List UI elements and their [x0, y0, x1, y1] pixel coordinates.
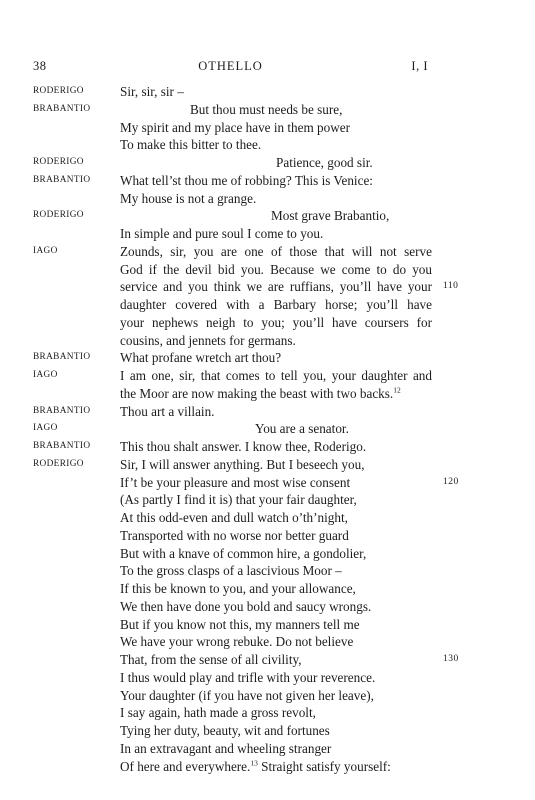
line-text	[120, 154, 373, 172]
speaker-name: BRABANTIO	[33, 405, 91, 416]
verse-line	[33, 527, 433, 545]
verse-line	[33, 562, 433, 580]
line-text	[120, 562, 342, 580]
verse-line	[33, 296, 433, 314]
verse-line	[33, 172, 433, 190]
line-text-content: your nephews neigh to you; you’ll have coursers for	[120, 314, 432, 330]
line-text-content: Of here and everywhere.	[120, 758, 251, 774]
verse-line	[33, 278, 459, 296]
line-text	[120, 420, 349, 438]
speaker-name: IAGO	[33, 423, 58, 434]
line-text	[120, 740, 331, 758]
verse-line	[33, 314, 433, 332]
line-text-content: To the gross clasps of a lascivious Moor –	[120, 563, 342, 579]
speaker-name: IAGO	[33, 370, 58, 380]
verse-line	[33, 403, 433, 421]
verse-line	[33, 119, 433, 137]
speaker-name: BRABANTIO	[33, 103, 91, 114]
speaker-name: IAGO	[33, 245, 58, 256]
speaker-name: BRABANTIO	[33, 441, 91, 451]
line-text	[120, 296, 432, 314]
verse-line	[33, 332, 433, 350]
verse-line	[33, 438, 433, 456]
line-text-content: Transported with no worse nor better guard	[120, 527, 349, 543]
speaker-name: RODERIGO	[33, 458, 84, 469]
line-text-content: But with a knave of common hire, a gondolier,	[120, 545, 367, 561]
line-text	[120, 669, 375, 687]
line-text	[120, 367, 432, 385]
line-text	[120, 598, 371, 616]
line-text-content: That, from the sense of all civility,	[120, 652, 302, 667]
verse-line	[33, 261, 433, 279]
line-number: 130	[443, 654, 459, 664]
line-text	[120, 190, 256, 208]
verse-line	[33, 669, 433, 687]
line-text	[120, 651, 302, 669]
verse-line	[33, 385, 433, 403]
line-text	[120, 101, 342, 119]
line-text	[120, 83, 184, 101]
line-text-content: Most grave Brabantio,	[271, 208, 390, 224]
act-scene-reference: I, I	[411, 59, 428, 73]
running-title: OTHELLO	[198, 59, 263, 73]
footnote-marker[interactable]: 13	[250, 758, 258, 768]
verse-line	[33, 491, 433, 509]
verse-line	[33, 545, 433, 563]
verse-line	[33, 154, 433, 172]
line-text-content: We then have done you bold and saucy wrongs.	[120, 598, 372, 614]
speaker-name: RODERIGO	[33, 86, 84, 96]
line-text	[120, 580, 356, 598]
line-text-content: Sir, I will answer anything. But I beseech you,	[120, 456, 365, 472]
line-text-content: Your daughter (if you have not given her leave),	[120, 687, 374, 703]
line-text-content: Tying her duty, beauty, wit and fortunes	[120, 723, 330, 738]
verse-line	[33, 633, 433, 651]
line-text-content: What profane wretch art thou?	[120, 350, 282, 366]
line-text-content: This thou shalt answer. I know thee, Roderigo.	[120, 439, 367, 454]
line-text	[120, 687, 374, 705]
verse-line	[33, 367, 433, 385]
line-text	[120, 403, 214, 421]
line-text	[120, 119, 350, 137]
line-text-content: God if the devil bid you. Because we come to do you	[120, 261, 432, 277]
line-text	[120, 278, 432, 296]
verse-line	[33, 509, 433, 527]
line-text	[120, 509, 348, 527]
line-text-content: Patience, good sir.	[276, 155, 373, 170]
line-text-content: In an extravagant and wheeling stranger	[120, 740, 332, 756]
speaker-name: RODERIGO	[33, 210, 84, 221]
verse-line	[33, 651, 459, 669]
line-text	[120, 349, 281, 367]
verse-line	[33, 243, 433, 261]
line-text-content: What tell’st thou me of robbing? This is Venice:	[120, 172, 373, 188]
verse-line	[33, 722, 433, 740]
line-text	[120, 491, 357, 509]
verse-line	[33, 136, 433, 154]
line-text-content: My house is not a grange.	[120, 190, 257, 206]
line-text-content: (As partly I find it is) that your fair daughter,	[120, 492, 357, 508]
verse-line	[33, 101, 433, 119]
line-text-content: I thus would play and trifle with your reverence.	[120, 669, 376, 685]
line-text-content: To make this bitter to thee.	[120, 137, 262, 153]
line-text-content: I am one, sir, that comes to tell you, your daughter and	[120, 368, 432, 383]
speaker-name: RODERIGO	[33, 157, 84, 167]
line-text	[120, 722, 330, 740]
line-text	[120, 332, 296, 350]
verse-line	[33, 349, 433, 367]
speaker-name: BRABANTIO	[33, 352, 91, 363]
line-text	[120, 616, 360, 634]
line-text-content: You are a senator.	[255, 421, 349, 437]
verse-line	[33, 704, 433, 722]
line-text	[120, 314, 432, 332]
line-text	[120, 261, 432, 279]
verse-line	[33, 83, 433, 101]
line-text-content: My spirit and my place have in them power	[120, 119, 350, 135]
line-text	[120, 136, 261, 154]
line-text-content: daughter covered with a Barbary horse; you’ll have	[120, 297, 432, 312]
line-text-content: cousins, and jennets for germans.	[120, 332, 296, 348]
verse-line	[33, 580, 433, 598]
line-text	[120, 545, 366, 563]
line-text	[120, 243, 432, 261]
line-text-content: Sir, sir, sir –	[120, 84, 184, 99]
verse-line	[33, 225, 433, 243]
line-text	[120, 456, 365, 474]
line-text	[120, 172, 373, 190]
line-text	[120, 474, 350, 492]
running-header	[33, 59, 428, 75]
verse-line	[33, 598, 433, 616]
line-text	[120, 225, 323, 243]
line-text	[120, 633, 353, 651]
verse-line	[33, 207, 433, 225]
line-text-continuation: Straight satisfy yourself:	[257, 758, 391, 774]
line-text-content: the Moor are now making the beast with two backs.	[120, 385, 394, 401]
line-text-content: service and you think we are ruffians, you’ll have your	[120, 279, 432, 295]
page-number: 38	[33, 59, 47, 73]
line-text	[120, 758, 391, 776]
line-text	[120, 207, 389, 225]
line-text-content: Zounds, sir, you are one of those that will not serve	[120, 243, 432, 259]
line-number: 120	[443, 476, 459, 487]
line-text-content: But thou must needs be sure,	[190, 101, 343, 117]
verse-line	[33, 740, 433, 758]
line-text	[120, 385, 401, 403]
line-text-content: But if you know not this, my manners tell me	[120, 616, 360, 632]
verse-line	[33, 474, 459, 492]
verse-line	[33, 616, 433, 634]
footnote-marker[interactable]: 12	[393, 385, 401, 395]
line-text-content: In simple and pure soul I come to you.	[120, 226, 324, 241]
verse-line	[33, 758, 433, 776]
play-text	[33, 83, 459, 775]
line-text-content: Thou art a villain.	[120, 403, 215, 419]
line-text-content: If’t be your pleasure and most wise consent	[120, 474, 351, 490]
line-text-content: If this be known to you, and your allowance,	[120, 581, 356, 596]
line-text-content: I say again, hath made a gross revolt,	[120, 705, 316, 721]
line-text	[120, 704, 316, 722]
line-text-content: At this odd-even and dull watch o’th’night,	[120, 510, 348, 525]
verse-line	[33, 456, 433, 474]
line-text-content: We have your wrong rebuke. Do not believe	[120, 634, 354, 650]
line-number: 110	[443, 281, 459, 292]
line-text	[120, 527, 349, 545]
verse-line	[33, 190, 433, 208]
verse-line	[33, 420, 433, 438]
verse-line	[33, 687, 433, 705]
speaker-name: BRABANTIO	[33, 174, 91, 185]
line-text	[120, 438, 366, 456]
